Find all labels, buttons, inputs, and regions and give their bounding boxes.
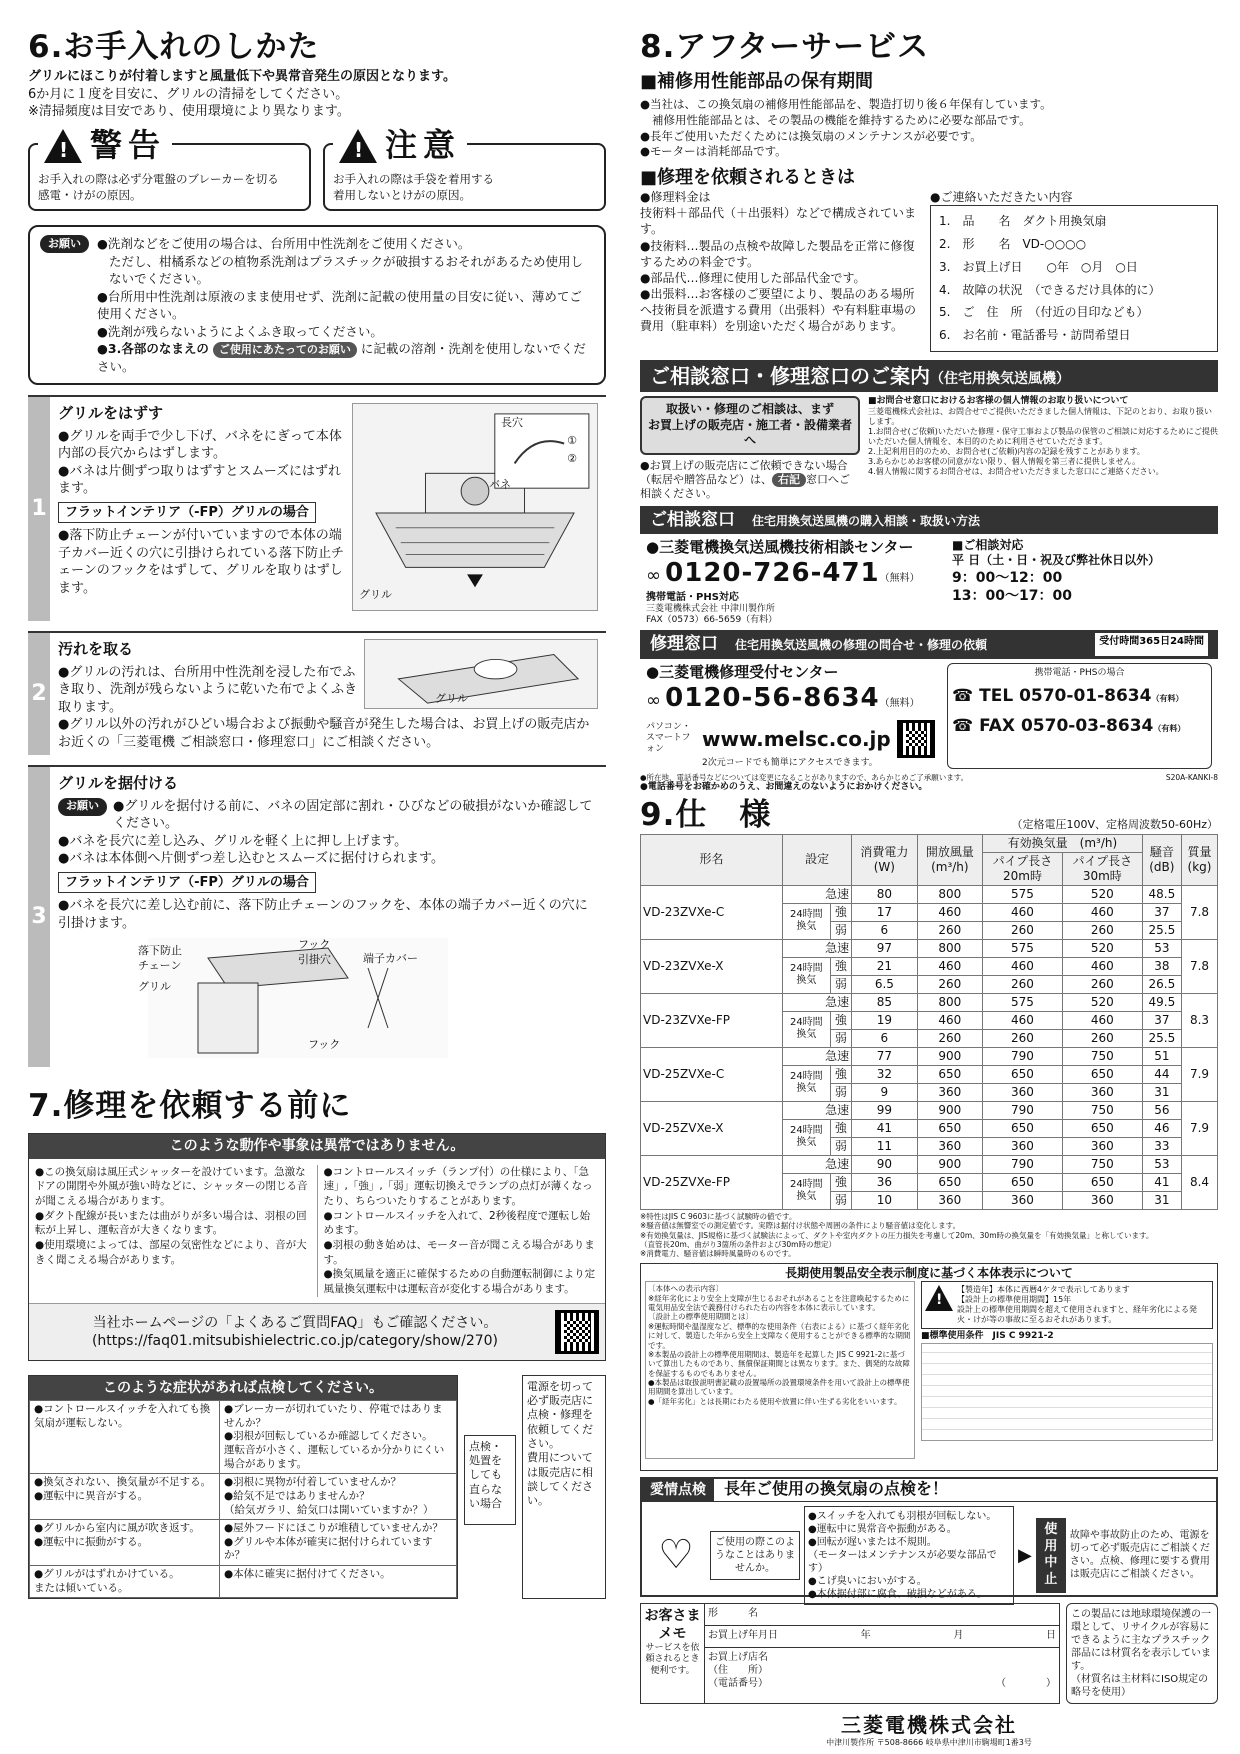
cleaning-illustration	[364, 639, 598, 709]
section8-title: 8.アフターサービス	[640, 29, 930, 65]
step-2-number: 2	[28, 633, 50, 755]
spec-cell: 360	[917, 1191, 982, 1209]
spec-row: VD-25ZVXe-FP 急速 90 900 790 750 53 8.4	[641, 1155, 1218, 1173]
left-column	[28, 30, 606, 1599]
label-grill-3: グリル	[138, 980, 171, 994]
step-3-b0: ●グリルを据付ける前に、バネの固定部に割れ・ひびなどの破損がないか確認してください。	[113, 798, 593, 832]
spec-cell: 460	[1062, 1011, 1142, 1029]
free-dial-icon-2: ∞	[646, 690, 661, 712]
normal-a2: ●ダクト配線が長いまたは曲がりが多い場合は、羽根の回転が上昇し、運転音が大きくなります。	[35, 1209, 307, 1237]
spec-cell: 650	[1062, 1119, 1142, 1137]
s6-intro3: ※清掃頻度は目安であり、使用環境により異なります。	[28, 104, 350, 120]
spec-cell: 800	[917, 993, 982, 1011]
label-step-1: ①	[567, 434, 577, 448]
shuri-center: ●三菱電機修理受付センター ∞ 0120-56-8634（無料） パソコン・スマートフォン www.melsc.co.jp 2次元コードでも簡単にアクセスできます。 携帯電話・PHSの場合 ☎ TEL 0570-01-8634（有料） ☎ FAX 0570-03-8634（有料）	[640, 659, 1218, 774]
step-3-number: 3	[28, 767, 50, 1067]
spec-cell: 6.5	[852, 975, 917, 993]
normal-a5: ●コントロールスイッチを入れて、2秒後程度で運転し始めます。	[323, 1209, 591, 1237]
spec-model: VD-23ZVXe-X	[641, 939, 783, 993]
customer-memo: お客さまメモ サービスを依頼されるとき便利です。 形 名 お買上げ年月日 年 月 日 お買上げ店名 （住 所） （電話番号） （ ）	[640, 1603, 1060, 1704]
label-step-2: ②	[567, 452, 577, 466]
spec-cell: 360	[1062, 1137, 1142, 1155]
spec-row: VD-23ZVXe-FP 急速 85 800 575 520 49.5 8.3	[641, 993, 1218, 1011]
spec-cell: 750	[1062, 1155, 1142, 1173]
section6-title: 6.お手入れのしかた	[28, 29, 320, 65]
spec-cell: 25.5	[1142, 1029, 1181, 1047]
spec-cell: 6	[852, 921, 917, 939]
spec-mass: 7.9	[1182, 1101, 1218, 1155]
spec-cell: 575	[983, 993, 1063, 1011]
spec-mass: 7.8	[1182, 885, 1218, 939]
spec-cell: 19	[852, 1011, 917, 1029]
spec-cell: 17	[852, 903, 917, 921]
ryokin1: 技術料＋部品代（＋出張料）などで構成されています。	[640, 206, 917, 237]
spec-cell: 37	[1142, 1011, 1181, 1029]
spec-cell: 460	[1062, 957, 1142, 975]
hoyu2: 補修用性能部品とは、その製品の機能を維持するために必要な部品です。	[652, 113, 1031, 127]
grill-removal-illustration	[352, 403, 598, 611]
spec-row: 弱 6.5 260 260 260 26.5	[641, 975, 1218, 993]
spec-row: 24時間 換気 強 19 460 460 460 37	[641, 1011, 1218, 1029]
spec-cell: 46	[1142, 1119, 1181, 1137]
step-2-b1: ●グリルの汚れは、台所用中性洗剤を浸した布でふき取り、洗剤が残らないように乾いた布でよくふき取ります。	[58, 664, 358, 715]
memo-model[interactable]: 形 名	[705, 1604, 1059, 1626]
warning-row	[28, 125, 606, 212]
spec-cell: 360	[983, 1137, 1063, 1155]
normal-a4: ●コントロールスイッチ（ランプ付）の仕様により、「急速」,「強」,「弱」運転切換えでランプの点灯が薄くなったり、ちらついたりすることがあります。	[323, 1165, 593, 1208]
faq-url-link[interactable]: (https://faq01.mitsubishielectric.co.jp/category/show/270)	[91, 1332, 499, 1349]
step-2-heading: 汚れを取る	[58, 640, 134, 659]
contact-band: ご相談窓口・修理窓口のご案内（住宅用換気送風機）	[640, 360, 1218, 392]
step-1	[28, 395, 606, 621]
spec-row: 弱 6 260 260 260 25.5	[641, 1029, 1218, 1047]
caution-triangle-icon: !	[339, 129, 377, 163]
step-3-heading: グリルを据付ける	[58, 774, 179, 793]
shuri-band: 修理窓口 住宅用換気送風機の修理の問合せ・修理の依頼 受付時間365日24時間	[640, 630, 1218, 658]
navi-dial-icon: ☎	[952, 685, 974, 706]
label-hook-hole: フック 引掛穴	[298, 938, 331, 967]
spec-cell: 53	[1142, 1155, 1181, 1173]
spec-cell: 460	[917, 903, 982, 921]
step-1-b1: ●グリルを両手で少し下げ、バネをにぎって本体内部の長穴からはずします。	[58, 428, 342, 462]
spec-cell: 360	[1062, 1083, 1142, 1101]
faq-qr-icon	[555, 1310, 599, 1354]
spec-cell: 32	[852, 1065, 917, 1083]
privacy-text: 三菱電機株式会社は、お問合せでご提供いただきました個人情報は、下記のとおり、お取り扱いします。 1.お問合せ(ご依頼)いただいた修理・保守工事および製品の保管のご相談に対応するためにご提供いただいた個人情報を、本目的のために利用させていただきます。 2.上記利用目的のため、お問合せ(ご依頼)内容の記録を残すことがあります。 3.あらかじめお客様の同意がない限り、個人情報を第三者に提供しません。 4.個人情報に関するお問合せは、お問合せいただきました窓口にご連絡ください。	[868, 407, 1218, 477]
right-column: 8.アフターサービス ■補修用性能部品の保有期間 ●当社は、この換気扇の補修用性能部品を、製造打切り後６年保有しています。 補修用性能部品とは、その製品の機能を維持するために必要な部品です。 ●長年ご使用いただくためには換気扇のメンテナンスが必要です。 ●モーターは消耗部品です。 ■修理を依頼されるときは ●修理料金は 技術料＋部品代（＋出張料）などで構成されています。 ●技術料…製品の点検や故障した製品を正常に修復するための料金です。 ●部品代…修理に使用した部品代金です。 ●出張料…お客様のご要望により、製品のある場所へ技術員を派遣する費用（出張料）や有料駐車場の費用（駐車料）を別途いただく場合があります。 ●ご連絡いただきたい内容 1. 品 名 ダクト用換気扇 2. 形 名 VD-○○○○ 3. お買上げ日 ○年 ○月 ○日 4. 故障の状況 （できるだけ具体的に） 5. ご 住 所 （付近の目印なども） 6. お名前・電話番号・訪問希望日 ご相談窓口・修理窓口のご案内（住宅用換気送風機） 取扱い・修理のご相談は、まず お買上げの販売店・施工者・設備業者へ ●お買上げの販売店にご依頼できない場合（転居や贈答品など）は、 右記 窓口へご相談ください。 ■お問合せ窓口におけるお客様の個人情報のお取り扱いについて 三菱電機株式会社は、お問合せでご提供いただきました個人情報は、下記のとおり、お取り扱いします。 1.お問合せ(ご依頼)いただいた修理・保守工事および製品の保管のご相談に対応するためにご提供いただいた個人情報を、本目的のために利用させていただきます。 2.上記利用目的のため、お問合せ(ご依頼)内容の記録を残すことがあります。 3.あらかじめお客様の同意がない限り、個人情報を第三者に提供しません。 4.個人情報に関するお問合せは、お問合せいただきました窓口にご連絡ください。 ご相談窓口 住宅用換気送風機の購入相談・取扱い方法 ●三菱電機換気送風機技術相談センター ∞ 0120-726-471（無料） 携帯電話・PHS対応 三菱電機株式会社 中津川製作所 FAX（0573）66-5659（有料） ■ご相談対応 平 日（土・日・祝及び弊社休日以外） 9：00～12：00 13：00～17：00 修理窓口 住宅用換気送風機の修理の問合せ・修理の依頼 受付時間365日24時間 ●三菱電機修理受付センター ∞ 0120-56-8634（無料） パソコン・スマートフォン www.melsc.co.jp 2次元コードでも簡単にアクセスできます。 携帯電話・PHSの場合 ☎ TEL 0570-01-8634（有料） ☎ FAX 0570-03-8634（有料） ●所在地、電話番号などについては変更になることがありますので、あらかじめご了承願います。 S20A-KANKI-8 ●電話番号をお確かめのうえ、お間違えのないようにおかけください。 9.仕 様 （定格電圧100V、定格周波数50-60Hz） 形名 設定 消費電力 (W) 開放風量 (m³/h) 有効換気量 (m³/h) 騒音 (dB) 質量 (kg) パイプ長さ 20m時 パイプ長さ 30m時 VD-23ZVXe-C 急速 80 800 575 520 48.5 7.8 24時間 換気 強 17 460 460 460 37 弱 6 260 260 260 25.5 VD-23ZVXe-X 急速 97 800 575 520 53 7.8 24時間 換気 強 21 460 460 460 38 弱 6.5 260 260 260 26.5 VD-23ZVXe-FP 急速 85 800 575 520 49.5 8.3 24時間 換気 強 19 460 460 460 37 弱 6 260 260 260 25.5 VD-25ZVXe-C 急速 77 900 790 750 51 7.9 24時間 換気 強 32 650 650 650 44 弱 9 360 360 360 31 VD-25ZVXe-X 急速 99 900 790 750 56 7.9 24時間 換気 強 41 650 650 650 46 弱 11 360 360 360 33 VD-25ZVXe-FP 急速 90 900 790 750 53 8.4 24時間 換気 強 36 650 650 650 41 弱 10 360 360 360 31 ※特性はJIS C 9603に基づく試験時の値です。 ※騒音値は無響室での測定値です。実際は据付け状態や周囲の条件により騒音値は変化します。 ※有効換気量は、JIS規格に基づく試験法によって、ダクトや室内ダクトの圧力損失を考慮して20m、30m時の換気量を「有効換気量」と称しています。 （直管長20m、曲がり3箇所の条件および30m時の想定） ※消費電力、騒音値は瞬時風量時のものです。 長期使用製品安全表示制度に基づく本体表示について 〔本体への表示内容〕 ※経年劣化により安全上支障が生じるおそれがあることを注意喚起するために電気用品安全法で義務付けられた右の内容を本体に表示しています。 〔設計上の標準使用期間とは〕 ※運転時間や温湿度など、標準的な使用条件（右表による）に基づく経年劣化に対して、製造した年から安全上支障なく使用することができる標準的な期間です。 ※本製品の設計上の標準使用期間は、製造年を起算した JIS C 9921-2に基づいて算出したものであり、無償保証期間とは異なります。また、偶発的な故障を保証するものでもありません。 ●本製品は取扱説明書記載の設置場所の設置環境条件を用いて設計上の標準使用期間を算出しています。 ●「経年劣化」とは長期にわたる使用や放置に伴い生ずる劣化をいいます。 ! 【製造年】本体に西暦4ケタで表示してあります 【設計上の標準使用期間】15年 設計上の標準使用期間を超えて使用されますと、経年劣化による発火・けが等の事故に至るおそれがあります。 ■標準使用条件 JIS C 9921-2 愛情点検 長年ご使用の換気扇の点検を！ ♡ ご使用の際このようなことはありませんか。 ●スイッチを入れても羽根が回転しない。 ●運転中に異常音や振動がある。 ●回転が遅いまたは不規則。 （モーターはメンテナンスが必要な部品です） ●こげ臭いにおいがする。 ●本体据付部に腐食、破損などがある。 ▶ 使用中止 故障や事故防止のため、電源を切って必ず販売店にご相談ください。点検、修理に要する費用は販売店にご相談ください。 お客さまメモ サービスを依頼されるとき便利です。 形 名 お買上げ年月日 年 月 日 お買上げ店名 （住 所） （電話番号） （ ） この製品には地球環境保護の一環として、リサイクルが容易にできるように主なプラスチック部品には材質名を表示しています。 （材質名は主材料にISO規定の略号を使用） 三菱電機株式会社 中津川製作所 〒508-8666 岐阜県中津川市駒場町1番3号	[640, 29, 1218, 1747]
spec-cell: 77	[852, 1047, 917, 1065]
spec-cell: 900	[917, 1101, 982, 1119]
note-1: ●洗剤などをご使用の場合は、台所用中性洗剤をご使用ください。	[97, 236, 471, 252]
longuse-box: 長期使用製品安全表示制度に基づく本体表示について 〔本体への表示内容〕 ※経年劣化により安全上支障が生じるおそれがあることを注意喚起するために電気用品安全法で義務付けられた右の内容を本体に表示しています。 〔設計上の標準使用期間とは〕 ※運転時間や温湿度など、標準的な使用条件（右表による）に基づく経年劣化に対して、製造した年から安全上支障なく使用することができる標準的な期間です。 ※本製品の設計上の標準使用期間は、製造年を起算した JIS C 9921-2に基づいて算出したものであり、無償保証期間とは異なります。また、偶発的な故障を保証するものでもありません。 ●本製品は取扱説明書記載の設置場所の設置環境条件を用いて設計上の標準使用期間を算出しています。 ●「経年劣化」とは長期にわたる使用や放置に伴い生ずる劣化をいいます。 ! 【製造年】本体に西暦4ケタで表示してあります 【設計上の標準使用期間】15年 設計上の標準使用期間を超えて使用されますと、経年劣化による発火・けが等の事故に至るおそれがあります。 ■標準使用条件 JIS C 9921-2	[640, 1263, 1218, 1471]
check-area	[28, 1375, 606, 1600]
tel-navi[interactable]: TEL 0570-01-8634	[979, 685, 1152, 706]
shop-box: 取扱い・修理のご相談は、まず お買上げの販売店・施工者・設備業者へ	[640, 396, 860, 455]
spec-cell: 650	[1062, 1065, 1142, 1083]
normal-band: このような動作や事象は異常ではありません。	[29, 1134, 605, 1158]
spec-table: 形名 設定 消費電力 (W) 開放風量 (m³/h) 有効換気量 (m³/h) 騒音 (dB) 質量 (kg) パイプ長さ 20m時 パイプ長さ 30m時 VD-23ZVXe-C 急速 80 800 575 520 48.5 7.8 24時間 換気 強 17 460 460 460 37 弱 6 260 260 260 25.5 VD-23ZVXe-X 急速 97 800 575 520 53 7.8 24時間 換気 強 21 460 460 460 38 弱 6.5 260 260 260 26.5 VD-23ZVXe-FP 急速 85 800 575 520 49.5 8.3 24時間 換気 強 19 460 460 460 37 弱 6 260 260 260 25.5 VD-25ZVXe-C 急速 77 900 790 750 51 7.9 24時間 換気 強 32 650 650 650 44 弱 9 360 360 360 31 VD-25ZVXe-X 急速 99 900 790 750 56 7.9 24時間 換気 強 41 650 650 650 46 弱 11 360 360 360 33 VD-25ZVXe-FP 急速 90 900 790 750 53 8.4 24時間 換気 強 36 650 650 650 41 弱 10 360 360 360 31	[640, 834, 1218, 1210]
spec-cell: 360	[983, 1191, 1063, 1209]
renraku-list: 1. 品 名 ダクト用換気扇 2. 形 名 VD-○○○○ 3. お買上げ日 ○年 ○月 ○日 4. 故障の状況 （できるだけ具体的に） 5. ご 住 所 （付近の目印なども） 6. お名前・電話番号・訪問希望日	[930, 205, 1218, 352]
onegai-badge-2: お願い	[58, 798, 107, 816]
spec-mass: 8.4	[1182, 1155, 1218, 1209]
chain-illustration	[138, 938, 448, 1058]
eco-box: この製品には地球環境保護の一環として、リサイクルが容易にできるように主なプラスチック部品には材質名を表示しています。 （材質名は主材料にISO規定の略号を使用）	[1066, 1603, 1218, 1704]
label-grill-2: グリル	[435, 691, 468, 705]
spec-cell: 31	[1142, 1191, 1181, 1209]
hoyu1: ●当社は、この換気扇の補修用性能部品を、製造打切り後６年保有しています。	[640, 97, 1052, 112]
spec-cell: 790	[983, 1047, 1063, 1065]
step-2-b2: ●グリル以外の汚れがひどい場合および振動や騒音が発生した場合は、お買上げの販売店かお近くの「三菱電機 ご相談窓口・修理窓口」にご相談ください。	[58, 717, 590, 750]
spec-cell: 48.5	[1142, 885, 1181, 903]
label-chain: 落下防止 チェーン	[138, 944, 182, 973]
spec-cell: 460	[917, 1011, 982, 1029]
note-2: ●台所用中性洗剤は原液のまま使用せず、洗剤に記載の使用量の目安に従い、薄めてご使用ください。	[97, 288, 582, 322]
normal-box	[28, 1133, 606, 1360]
s6-intro2: 6か月に１度を目安に、グリルの清掃をしてください。	[28, 86, 349, 102]
spec-cell: 53	[1142, 939, 1181, 957]
shutcho: ●出張料…お客様のご要望により、製品のある場所へ技術員を派遣する費用（出張料）や有料駐車場の費用（駐車料）を別途いただく場合があります。	[640, 287, 917, 334]
spec-cell: 97	[852, 939, 917, 957]
doc-code: S20A-KANKI-8	[1165, 773, 1218, 783]
spec-cell: 575	[983, 885, 1063, 903]
spec-cell: 520	[1062, 885, 1142, 903]
spec-model: VD-23ZVXe-C	[641, 885, 783, 939]
spec-cell: 520	[1062, 993, 1142, 1011]
spec-cell: 800	[917, 885, 982, 903]
label-bane: バネ	[489, 478, 511, 492]
spec-cell: 460	[983, 1011, 1063, 1029]
spec-row: 24時間 換気 強 32 650 650 650 44	[641, 1065, 1218, 1083]
not-fixed-box: 点検・処置をしても直らない場合	[464, 1435, 516, 1525]
spec-cell: 460	[1062, 903, 1142, 921]
section9-title: 9.仕 様	[640, 796, 772, 833]
spec-cell: 10	[852, 1191, 917, 1209]
onegai-badge: お願い	[40, 235, 89, 253]
spec-cell: 260	[917, 921, 982, 939]
spec-cell: 360	[917, 1137, 982, 1155]
heart-plug-icon: ♡	[658, 1532, 694, 1579]
spec-cell: 37	[1142, 903, 1181, 921]
arrow-right-icon: ▶	[1018, 1544, 1032, 1566]
spec-cell: 650	[983, 1173, 1063, 1191]
gijutsu: ●技術料…製品の点検や故障した製品を正常に修復するための料金です。	[640, 238, 915, 269]
spec-model: VD-25ZVXe-FP	[641, 1155, 783, 1209]
spec-cell: 260	[1062, 921, 1142, 939]
step-3	[28, 765, 606, 1067]
spec-cell: 900	[917, 1155, 982, 1173]
spec-cell: 49.5	[1142, 993, 1181, 1011]
warning-title: 警告	[90, 125, 167, 164]
spec-cell: 650	[917, 1119, 982, 1137]
step-2	[28, 631, 606, 755]
spec-cell: 460	[983, 903, 1063, 921]
spec-model: VD-25ZVXe-C	[641, 1047, 783, 1101]
soudan-center: ●三菱電機換気送風機技術相談センター ∞ 0120-726-471（無料） 携帯電話・PHS対応 三菱電機株式会社 中津川製作所 FAX（0573）66-5659（有料） ■ご相談対応 平 日（土・日・祝及び弊社休日以外） 9：00～12：00 13：00～17：00	[646, 537, 1161, 626]
normal-a6: ●羽根の動き始めは、モーター音が聞こえる場合があります。	[323, 1239, 595, 1266]
caution-title: 注意	[385, 125, 462, 164]
spec-mass: 7.9	[1182, 1047, 1218, 1101]
spec-cell: 260	[917, 1029, 982, 1047]
spec-row: 24時間 換気 強 17 460 460 460 37	[641, 903, 1218, 921]
spec-row: VD-23ZVXe-C 急速 80 800 575 520 48.5 7.8	[641, 885, 1218, 903]
spec-cell: 800	[917, 939, 982, 957]
standard-conditions-table	[921, 1343, 1213, 1441]
label-terminal-cover: 端子カバー	[363, 952, 418, 966]
spec-cell: 650	[917, 1065, 982, 1083]
spec-cell: 11	[852, 1137, 917, 1155]
step-1-b2: ●バネは片側ずつ取りはずすとスムーズにはずれます。	[58, 463, 342, 497]
memo-date[interactable]: お買上げ年月日 年 月 日	[705, 1626, 1059, 1648]
company-address: 中津川製作所 〒508-8666 岐阜県中津川市駒場町1番3号	[826, 1737, 1032, 1747]
spec-row: 弱 11 360 360 360 33	[641, 1137, 1218, 1155]
step-1-heading: グリルをはずす	[58, 404, 164, 423]
spec-cell: 26.5	[1142, 975, 1181, 993]
step-1-b3: ●落下防止チェーンが付いていますので本体の端子カバー近くの穴に引掛けられている落下防止チェーンのフックをはずして、グリルを取りはずします。	[58, 528, 345, 596]
step-3-b3: ●バネを長穴に差し込む前に、落下防止チェーンのフックを、本体の端子カバー近くの穴に引掛けます。	[58, 898, 588, 931]
spec-cell: 99	[852, 1101, 917, 1119]
privacy-heading: ■お問合せ窓口におけるお客様の個人情報のお取り扱いについて	[868, 395, 1129, 406]
ryokin: ●修理料金は	[640, 189, 711, 204]
spec-row: 24時間 換気 強 21 460 460 460 38	[641, 957, 1218, 975]
spec-cell: 260	[1062, 975, 1142, 993]
spec-cell: 85	[852, 993, 917, 1011]
warning-text: お手入れの際は必ず分電盤のブレーカーを切る 感電・けがの原因。	[38, 172, 279, 202]
stop-use-badge: 使用中止	[1036, 1518, 1066, 1594]
step-1-number: 1	[28, 397, 50, 621]
longuse-warning-icon: !	[925, 1285, 953, 1311]
check-table: このような症状があれば点検してください。 ●コントロールスイッチを入れても換気扇が運転しない。 ●ブレーカーが切れていたり、停電ではありませんか？ ●羽根が回転しているか確認してください。 運転音が小さく、運転しているか分かりにくい場合があります。 ●換気されない、換気量が不足する。 ●運転中に異音がする。 ●羽根に異物が付着していませんか？ ●給気不足ではありませんか？ （給気ガラリ、給気口は開いていますか？） ●グリルから室内に風が吹き返す。 ●運転中に振動がする。 ●屋外フードにほこりが堆積していませんか？ ●グリルや本体が確実に据付けられていますか？ ●グリルがはずれかけている。 または傾いている。 ●本体に確実に据付けてください。	[28, 1375, 458, 1600]
soudan-band: ご相談窓口 住宅用換気送風機の購入相談・取扱い方法	[640, 506, 1218, 534]
spec-cell: 460	[917, 957, 982, 975]
spec-cell: 36	[852, 1173, 917, 1191]
normal-a7: ●換気風量を適正に確保するための自動運転制御により定風量換気運転中は運転音が変化する場合があります。	[323, 1268, 596, 1296]
spec-cell: 56	[1142, 1101, 1181, 1119]
spec-cell: 360	[1062, 1191, 1142, 1209]
step-3-fp-label: フラットインテリア（-FP）グリルの場合	[58, 872, 316, 894]
web-qr-icon	[897, 720, 935, 758]
repair-heading: ■修理を依頼されるときは	[640, 166, 856, 188]
spec-cell: 260	[983, 975, 1063, 993]
longuse-left-text: 〔本体への表示内容〕 ※経年劣化により安全上支障が生じるおそれがあることを注意喚起するために電気用品安全法で義務付けられた右の内容を本体に表示しています。 〔設計上の標準使用期間とは〕 ※運転時間や温湿度など、標準的な使用条件（右表による）に基づく経年劣化に対して、製造した年から安全上支障なく使用することができる標準的な期間です。 ※本製品の設計上の標準使用期間は、製造年を起算した JIS C 9921-2に基づいて算出したものであり、無償保証期間とは異なります。また、偶発的な故障を保証するものでもありません。 ●本製品は取扱説明書記載の設置場所の設置環境条件を用いて設計上の標準使用期間を算出しています。 ●「経年劣化」とは長期にわたる使用や放置に伴い生ずる劣化をいいます。	[645, 1281, 915, 1459]
spec-row: VD-25ZVXe-C 急速 77 900 790 750 51 7.9	[641, 1047, 1218, 1065]
step-3-b2: ●バネは本体側へ片側ずつ差し込むとスムーズに据付けられます。	[58, 851, 445, 867]
section7-title: 7.修理を依頼する前に	[28, 1088, 352, 1125]
spec-cell: 41	[1142, 1173, 1181, 1191]
spec-cell: 260	[983, 1029, 1063, 1047]
spec-cell: 460	[983, 957, 1063, 975]
note-1b: ただし、柑橘系などの植物系洗剤はプラスチックが破損するおそれがあるため使用しないでください。	[109, 253, 584, 287]
navi-dial-box: 携帯電話・PHSの場合 ☎ TEL 0570-01-8634（有料） ☎ FAX 0570-03-8634（有料）	[947, 663, 1212, 770]
spec-cell: 360	[983, 1083, 1063, 1101]
fax-icon: ☎	[952, 715, 974, 736]
memo-shop[interactable]: お買上げ店名 （住 所） （電話番号） （ ）	[708, 1651, 1056, 1689]
hoyu3: ●長年ご使用いただくためには換気扇のメンテナンスが必要です。	[640, 128, 982, 143]
tel-soudan[interactable]: 0120-726-471	[665, 558, 880, 589]
warning-box	[28, 125, 311, 212]
free-dial-icon: ∞	[646, 565, 661, 587]
caution-text: お手入れの際は手袋を着用する 着用しないとけがの原因。	[333, 172, 494, 202]
aijo-box: 愛情点検 長年ご使用の換気扇の点検を！ ♡ ご使用の際このようなことはありませんか。 ●スイッチを入れても羽根が回転しない。 ●運転中に異常音や振動がある。 ●回転が遅いまたは不規則。 （モーターはメンテナンスが必要な部品です） ●こげ臭いにおいがする。 ●本体据付部に腐食、破損などがある。 ▶ 使用中止 故障や事故防止のため、電源を切って必ず販売店にご相談ください。点検、修理に要する費用は販売店にご相談ください。	[640, 1477, 1218, 1597]
grill-removal-svg	[353, 404, 597, 610]
usage-note-pill: ご使用にあたってのお願い	[213, 342, 357, 357]
s6-intro1: グリルにほこりが付着しますと風量低下や異常音発生の原因となります。	[28, 69, 456, 85]
spec-cell: 31	[1142, 1083, 1181, 1101]
tel-shuri[interactable]: 0120-56-8634	[665, 683, 880, 714]
spec-mass: 7.8	[1182, 939, 1218, 993]
spec-cell: 44	[1142, 1065, 1181, 1083]
spec-cell: 790	[983, 1155, 1063, 1173]
spec-cell: 750	[1062, 1101, 1142, 1119]
check-band: このような症状があれば点検してください。	[29, 1376, 457, 1400]
spec-model: VD-23ZVXe-FP	[641, 993, 783, 1047]
spec-cell: 575	[983, 939, 1063, 957]
spec-cell: 6	[852, 1029, 917, 1047]
spec-mass: 8.3	[1182, 993, 1218, 1047]
spec-row: 24時間 換気 強 36 650 650 650 41	[641, 1173, 1218, 1191]
label-hook: フック	[308, 1038, 341, 1052]
spec-cell: 33	[1142, 1137, 1181, 1155]
spec-cell: 650	[917, 1173, 982, 1191]
caution-box	[323, 125, 606, 212]
company-name: 三菱電機株式会社	[841, 1712, 1017, 1737]
spec-cell: 750	[1062, 1047, 1142, 1065]
faq-text: 当社ホームページの「よくあるご質問FAQ」もご確認ください。	[92, 1314, 498, 1331]
spec-cell: 260	[1062, 1029, 1142, 1047]
spec-cell: 9	[852, 1083, 917, 1101]
memo-area	[640, 1603, 1218, 1704]
spec-row: VD-23ZVXe-X 急速 97 800 575 520 53 7.8	[641, 939, 1218, 957]
spec-cell: 21	[852, 957, 917, 975]
spec-cell: 41	[852, 1119, 917, 1137]
spec-model: VD-25ZVXe-X	[641, 1101, 783, 1155]
spec-notes: ※特性はJIS C 9603に基づく試験時の値です。 ※騒音値は無響室での測定値です。実際は据付け状態や周囲の条件により騒音値は変化します。 ※有効換気量は、JIS規格に基づく試験法によって、ダクトや室内ダクトの圧力損失を考慮して20m、30m時の換気量を「有効換気量」と称しています。 （直管長20m、曲がり3箇所の条件および30m時の想定） ※消費電力、騒音値は瞬時風量時のものです。	[640, 1211, 1154, 1259]
spec-cell: 900	[917, 1047, 982, 1065]
spec-condition: （定格電圧100V、定格周波数50-60Hz）	[1011, 817, 1218, 831]
spec-cell: 51	[1142, 1047, 1181, 1065]
contact-dealer-box: 電源を切って必ず販売店に点検・修理を依頼してください。 費用については販売店に相談してください。	[522, 1375, 606, 1600]
warning-triangle-icon: !	[44, 129, 82, 163]
spec-cell: 80	[852, 885, 917, 903]
spec-cell: 520	[1062, 939, 1142, 957]
normal-a1: ●この換気扇は風圧式シャッターを設けています。急激なドアの開閉や外風が強い時などに、シャッターの閉じる音が聞こえる場合があります。	[35, 1165, 308, 1208]
spec-cell: 650	[983, 1119, 1063, 1137]
renraku-heading: ●ご連絡いただきたい内容	[930, 189, 1073, 204]
spec-cell: 260	[917, 975, 982, 993]
fax-navi[interactable]: FAX 0570-03-8634	[979, 715, 1154, 736]
hoyu4: ●モーターは消耗部品です。	[640, 144, 787, 159]
spec-row: 弱 10 360 360 360 31	[641, 1191, 1218, 1209]
normal-a3: ●使用環境によっては、部屋の気密性などにより、音が大きく聞こえる場合があります。	[35, 1239, 307, 1266]
web-link[interactable]: www.melsc.co.jp	[702, 726, 891, 751]
spec-row: 24時間 換気 強 41 650 650 650 46	[641, 1119, 1218, 1137]
spec-cell: 360	[917, 1083, 982, 1101]
step-3-b1: ●バネを長穴に差し込み、グリルを軽く上に押し上げます。	[58, 833, 408, 849]
step-1-fp-label: フラットインテリア（-FP）グリルの場合	[58, 502, 316, 524]
spec-cell: 38	[1142, 957, 1181, 975]
spec-cell: 790	[983, 1101, 1063, 1119]
parts-heading: ■補修用性能部品の保有期間	[640, 71, 874, 93]
spec-row: 弱 6 260 260 260 25.5	[641, 921, 1218, 939]
onegai-box	[28, 225, 606, 385]
aijo-label: 愛情点検	[642, 1479, 714, 1501]
spec-row: 弱 9 360 360 360 31	[641, 1083, 1218, 1101]
spec-row: VD-25ZVXe-X 急速 99 900 790 750 56 7.9	[641, 1101, 1218, 1119]
label-grill: グリル	[359, 587, 392, 601]
note-4: ●3.各部のなまえの ご使用にあたってのお願い に記載の溶剤・洗剤を使用しないでください。	[97, 341, 586, 374]
buhin: ●部品代…修理に使用した部品代金です。	[640, 270, 866, 285]
spec-cell: 90	[852, 1155, 917, 1173]
spec-cell: 260	[983, 921, 1063, 939]
spec-cell: 650	[1062, 1173, 1142, 1191]
spec-cell: 650	[983, 1065, 1063, 1083]
spec-cell: 25.5	[1142, 921, 1181, 939]
label-nagaana: 長穴	[501, 416, 523, 430]
cleaning-svg	[365, 640, 597, 708]
note-3: ●洗剤が残らないようによくふき取ってください。	[97, 323, 383, 339]
